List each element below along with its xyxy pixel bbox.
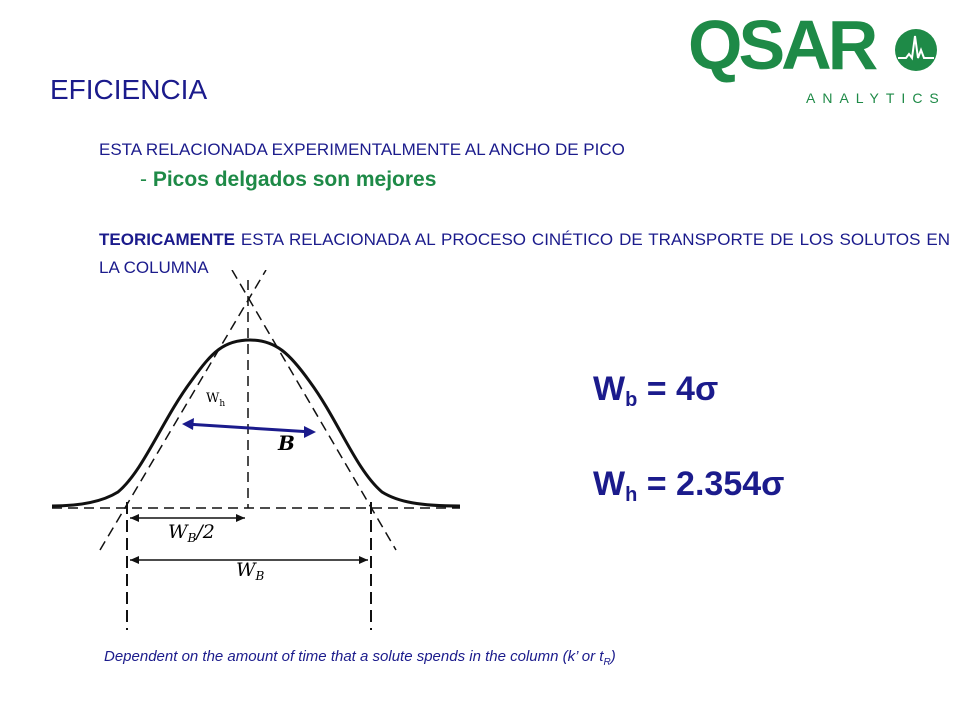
eq1-rhs: = 4σ — [637, 370, 719, 408]
slide-title: EFICIENCIA — [50, 74, 208, 105]
wh-label: $W_h$ — [206, 391, 226, 409]
eq1-base: W — [593, 370, 626, 408]
wb-label: $W_B$ — [236, 559, 265, 583]
gaussian-peak — [52, 340, 460, 506]
peak-width-diagram — [40, 270, 480, 630]
equation-wb — [593, 370, 718, 412]
eq1-subscript: b — [625, 389, 638, 411]
chromatogram-icon — [894, 28, 938, 72]
logo-subtitle: ANALYTICS — [806, 90, 946, 106]
bullet-point — [140, 168, 436, 192]
b-label: B — [278, 431, 295, 455]
bullet-dash: - — [140, 168, 153, 191]
caption — [104, 648, 616, 668]
caption-subscript: R — [603, 657, 611, 668]
experimental-statement: ESTA RELACIONADA EXPERIMENTALMENTE AL ANCHO DE PICO — [99, 140, 625, 159]
eq2-rhs: = 2.354σ — [637, 465, 785, 503]
theory-keyword: TEORICAMENTE — [99, 230, 235, 249]
caption-text: Dependent on the amount of time that a solute spends in the column (k’ or t — [104, 648, 604, 665]
equation-wh — [593, 465, 784, 507]
caption-end: ) — [610, 648, 616, 665]
eq2-subscript: h — [625, 484, 638, 506]
theory-text: ESTA RELACIONADA AL PROCESO CINÉTICO DE TRANSPORTE DE LOS SOLUTOS EN LA COLUMNA — [99, 230, 950, 277]
logo-text: QSAR — [688, 6, 875, 84]
bullet-text: Picos delgados son mejores — [152, 168, 437, 191]
eq2-base: W — [593, 465, 626, 503]
qsar-logo — [688, 6, 950, 110]
wb-half-label: $W_B/2$ — [168, 521, 215, 545]
